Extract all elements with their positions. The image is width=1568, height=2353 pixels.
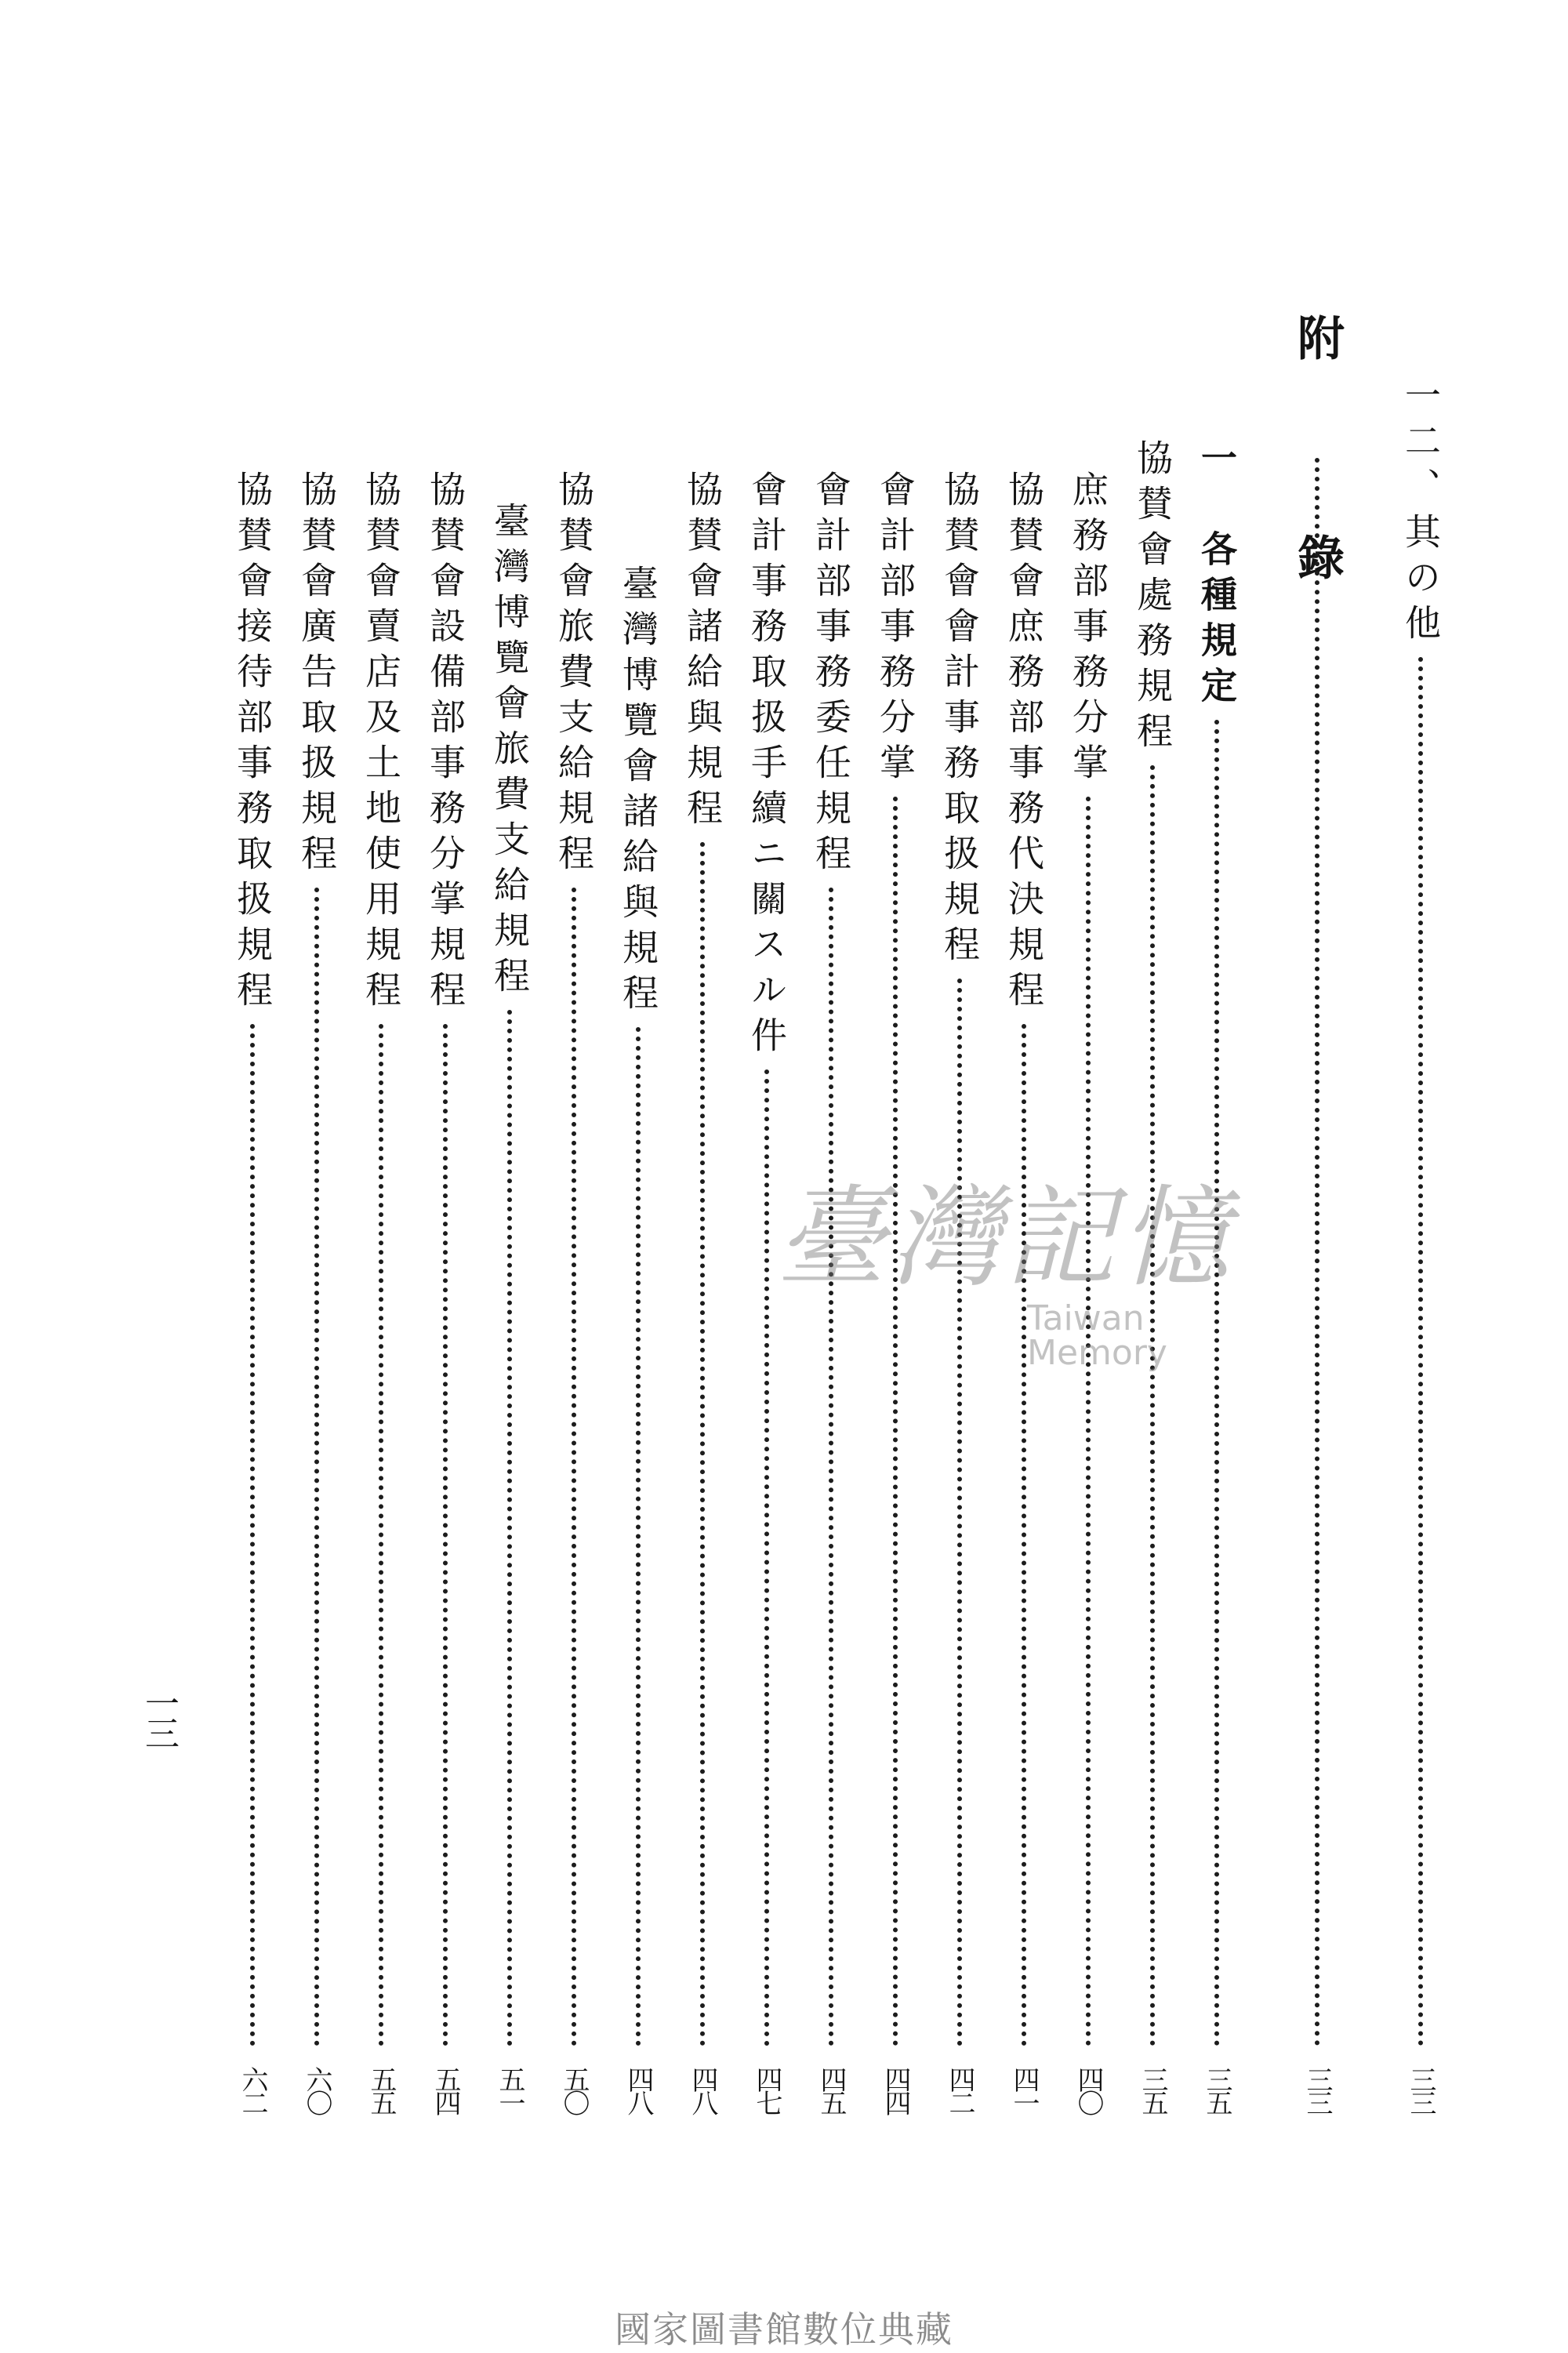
toc-entry-page: 四二 xyxy=(944,2066,975,2113)
toc-entry-page: 三五 xyxy=(1201,2066,1232,2113)
toc-entry xyxy=(1389,0,1452,2352)
toc-entry-title: 協賛會庶務部事務代決規程 xyxy=(1003,470,1045,1016)
toc-entry xyxy=(607,0,670,2352)
toc-entry-page: 五四 xyxy=(430,2066,461,2113)
toc-entry-page: 四八 xyxy=(687,2066,718,2113)
toc-leader-dots xyxy=(443,1024,448,2046)
toc-leader-dots xyxy=(764,1069,769,2046)
toc-entry-title: 臺灣博覽會諸給與規程 xyxy=(617,565,659,1019)
toc-leader-dots xyxy=(636,1027,641,2046)
toc-entry-page: 六二 xyxy=(237,2066,268,2113)
toc-leader-dots xyxy=(1418,657,1423,2046)
toc-entry-title: 會計事務取扱手續ニ關スル件 xyxy=(746,470,788,1062)
toc-leader-dots xyxy=(1315,458,1319,2046)
toc-entry-page: 四四 xyxy=(880,2066,911,2113)
toc-leader-dots xyxy=(507,1010,512,2046)
toc-entry-title: 協賛會諸給與規程 xyxy=(681,470,724,834)
toc-leader-dots xyxy=(250,1024,255,2046)
toc-entry-page: 三三 xyxy=(1405,2066,1436,2113)
toc-leader-dots xyxy=(700,842,705,2046)
toc-leader-dots xyxy=(957,979,962,2046)
toc-entry-title: 協賛會處務規程 xyxy=(1131,439,1174,757)
toc-entry xyxy=(478,0,541,2352)
toc-leader-dots xyxy=(1150,765,1155,2046)
toc-entry-title: 庶務部事務分掌 xyxy=(1067,470,1109,789)
toc-leader-dots xyxy=(1214,720,1219,2046)
toc-entry-page: 五五 xyxy=(365,2066,397,2113)
toc-leader-dots xyxy=(1086,797,1091,2046)
toc-entry-title: 一二、其の他 xyxy=(1399,376,1442,649)
toc-entry xyxy=(1286,0,1348,2352)
toc-leader-dots xyxy=(893,797,898,2046)
toc-entry-title: 協賛會旅費支給規程 xyxy=(553,470,595,880)
toc-entry-title: 臺灣博覽會旅費支給規程 xyxy=(488,502,531,1002)
toc-leader-dots xyxy=(314,888,319,2046)
toc-entry-page: 六〇 xyxy=(301,2066,332,2113)
toc-entry xyxy=(350,0,412,2352)
toc-entry-page: 四一 xyxy=(1008,2066,1040,2113)
watermark-subtitle: Taiwan Memory xyxy=(1027,1298,1167,1373)
toc-entry xyxy=(285,0,348,2352)
page-number: 一三 xyxy=(139,1686,179,1745)
toc-entry-title: 附 錄 xyxy=(1290,314,1345,643)
toc-entry-title: 會計部事務委任規程 xyxy=(810,470,852,880)
toc-entry-page: 三五 xyxy=(1137,2066,1168,2113)
footer-credit: 國家圖書館數位典藏 xyxy=(615,2308,953,2351)
toc-entry-title: 協賛會會計事務取扱規程 xyxy=(938,470,981,971)
toc-entry-page: 四五 xyxy=(815,2066,847,2113)
toc-leader-dots xyxy=(379,1024,383,2046)
toc-entry-page: 四八 xyxy=(622,2066,654,2113)
toc-entry xyxy=(543,0,605,2352)
toc-entry-title: 會計部事務分掌 xyxy=(874,470,916,789)
toc-entry-title: 一 各種規定 xyxy=(1196,439,1238,712)
toc-leader-dots xyxy=(572,888,576,2046)
toc-entry xyxy=(221,0,284,2352)
toc-entry-title: 協賛會設備部事務分掌規程 xyxy=(424,470,466,1016)
toc-entry-page: 三三 xyxy=(1301,2066,1333,2113)
toc-entry-title: 協賛會廣告取扱規程 xyxy=(296,470,338,880)
toc-entry-title: 協賛會接待部事務取扱規程 xyxy=(231,470,274,1016)
toc-leader-dots xyxy=(829,888,833,2046)
toc-entry-page: 四〇 xyxy=(1073,2066,1104,2113)
toc-entry-title: 協賛會賣店及土地使用規程 xyxy=(360,470,402,1016)
watermark xyxy=(776,1175,1294,1373)
toc-entry-page: 五〇 xyxy=(558,2066,590,2113)
toc-entry-page: 四七 xyxy=(751,2066,782,2113)
toc-entry xyxy=(414,0,477,2352)
toc-entry xyxy=(671,0,734,2352)
toc-entry-page: 五一 xyxy=(494,2066,525,2113)
watermark-logo: 臺灣記憶 xyxy=(776,1175,1235,1302)
